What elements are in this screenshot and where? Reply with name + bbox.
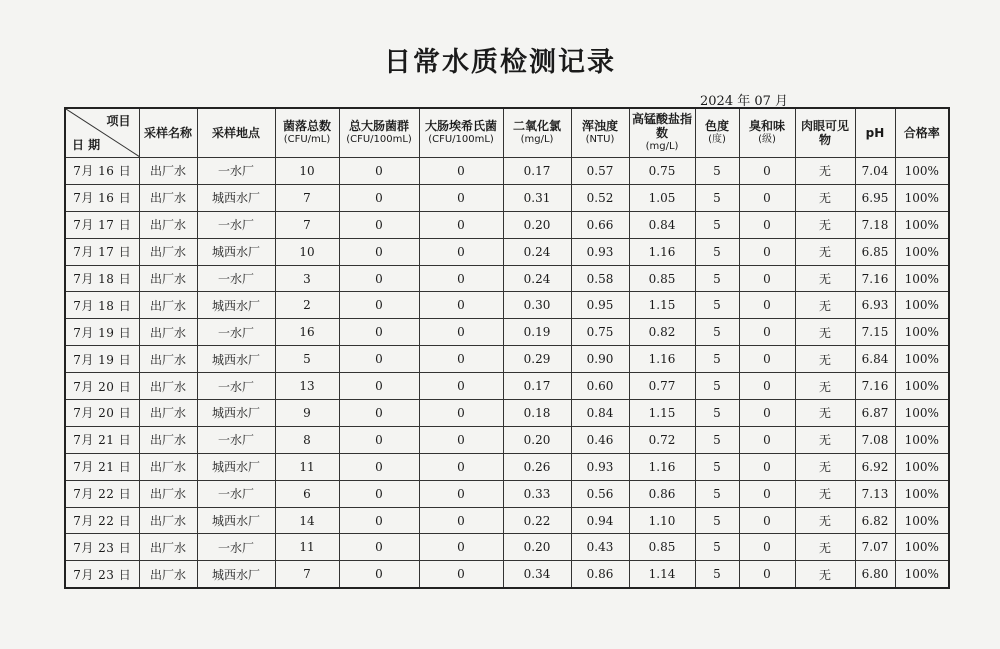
table-cell: 0.24 bbox=[503, 238, 571, 265]
table-cell: 出厂水 bbox=[139, 373, 197, 400]
table-cell: 5 bbox=[695, 238, 739, 265]
table-cell: 0.33 bbox=[503, 480, 571, 507]
table-cell: 0 bbox=[419, 561, 503, 588]
table-cell: 0.17 bbox=[503, 373, 571, 400]
column-header-unit: (CFU/mL) bbox=[283, 134, 331, 145]
column-header-label: pH bbox=[865, 126, 885, 140]
table-cell: 0 bbox=[419, 211, 503, 238]
table-cell: 0.85 bbox=[629, 265, 695, 292]
table-cell: 7.07 bbox=[855, 534, 895, 561]
column-header-unit: (NTU) bbox=[585, 134, 615, 145]
table-cell: 0 bbox=[339, 158, 419, 185]
table-cell: 城西水厂 bbox=[197, 292, 275, 319]
table-cell: 7.04 bbox=[855, 158, 895, 185]
table-cell: 14 bbox=[275, 507, 339, 534]
table-cell: 出厂水 bbox=[139, 453, 197, 480]
column-header-label: 菌落总数 bbox=[282, 119, 331, 133]
table-cell: 100% bbox=[895, 346, 949, 373]
table-cell: 城西水厂 bbox=[197, 238, 275, 265]
table-cell: 10 bbox=[275, 158, 339, 185]
table-cell: 100% bbox=[895, 292, 949, 319]
table-row bbox=[65, 561, 949, 588]
table-cell: 0.18 bbox=[503, 400, 571, 427]
table-cell: 6.87 bbox=[855, 400, 895, 427]
table-cell: 一水厂 bbox=[197, 426, 275, 453]
table-cell: 5 bbox=[695, 561, 739, 588]
record-month: 2024 年 07 月 bbox=[700, 94, 789, 109]
table-cell: 0 bbox=[739, 373, 795, 400]
table-row bbox=[65, 507, 949, 534]
table-cell: 0 bbox=[419, 238, 503, 265]
table-cell: 5 bbox=[695, 292, 739, 319]
column-header bbox=[275, 108, 339, 158]
table-cell: 0.46 bbox=[571, 426, 629, 453]
table-cell: 0.82 bbox=[629, 319, 695, 346]
table-cell: 10 bbox=[275, 238, 339, 265]
table-cell: 1.14 bbox=[629, 561, 695, 588]
table-cell: 出厂水 bbox=[139, 426, 197, 453]
table-cell: 0 bbox=[419, 426, 503, 453]
date-cell: 7月 21 日 bbox=[65, 426, 139, 453]
table-cell: 0.26 bbox=[503, 453, 571, 480]
table-cell: 5 bbox=[695, 346, 739, 373]
table-row bbox=[65, 238, 949, 265]
table-cell: 0.56 bbox=[571, 480, 629, 507]
table-cell: 1.10 bbox=[629, 507, 695, 534]
table-cell: 1.15 bbox=[629, 292, 695, 319]
table-cell: 5 bbox=[275, 346, 339, 373]
table-cell: 无 bbox=[795, 453, 855, 480]
table-cell: 0.19 bbox=[503, 319, 571, 346]
table-cell: 100% bbox=[895, 211, 949, 238]
table-cell: 0 bbox=[339, 534, 419, 561]
table-cell: 100% bbox=[895, 480, 949, 507]
date-cell: 7月 22 日 bbox=[65, 507, 139, 534]
table-cell: 城西水厂 bbox=[197, 184, 275, 211]
table-cell: 出厂水 bbox=[139, 346, 197, 373]
table-cell: 3 bbox=[275, 265, 339, 292]
table-cell: 0.31 bbox=[503, 184, 571, 211]
table-cell: 6.84 bbox=[855, 346, 895, 373]
column-header bbox=[855, 108, 895, 158]
table-cell: 0.75 bbox=[571, 319, 629, 346]
column-header-unit: (CFU/100mL) bbox=[428, 134, 494, 145]
table-row bbox=[65, 373, 949, 400]
table-cell: 无 bbox=[795, 561, 855, 588]
table-cell: 无 bbox=[795, 507, 855, 534]
table-cell: 0.94 bbox=[571, 507, 629, 534]
table-cell: 0.86 bbox=[571, 561, 629, 588]
table-cell: 出厂水 bbox=[139, 158, 197, 185]
table-cell: 0 bbox=[419, 346, 503, 373]
table-cell: 7.13 bbox=[855, 480, 895, 507]
table-cell: 100% bbox=[895, 238, 949, 265]
column-header-unit: (级) bbox=[758, 134, 776, 145]
table-cell: 0 bbox=[339, 400, 419, 427]
table-cell: 无 bbox=[795, 319, 855, 346]
date-cell: 7月 23 日 bbox=[65, 534, 139, 561]
table-body bbox=[65, 158, 949, 589]
table-cell: 无 bbox=[795, 238, 855, 265]
table-cell: 6.93 bbox=[855, 292, 895, 319]
table-cell: 9 bbox=[275, 400, 339, 427]
table-cell: 0 bbox=[739, 346, 795, 373]
table-cell: 一水厂 bbox=[197, 265, 275, 292]
date-cell: 7月 16 日 bbox=[65, 184, 139, 211]
table-cell: 1.16 bbox=[629, 238, 695, 265]
column-header bbox=[503, 108, 571, 158]
table-cell: 一水厂 bbox=[197, 373, 275, 400]
table-cell: 11 bbox=[275, 534, 339, 561]
table-cell: 0.17 bbox=[503, 158, 571, 185]
table-cell: 0 bbox=[339, 561, 419, 588]
table-cell: 0.60 bbox=[571, 373, 629, 400]
table-cell: 无 bbox=[795, 346, 855, 373]
table-cell: 100% bbox=[895, 373, 949, 400]
table-cell: 0 bbox=[339, 319, 419, 346]
table-cell: 1.05 bbox=[629, 184, 695, 211]
table-cell: 0 bbox=[739, 426, 795, 453]
column-header bbox=[629, 108, 695, 158]
table-cell: 0 bbox=[739, 534, 795, 561]
table-cell: 5 bbox=[695, 265, 739, 292]
table-cell: 无 bbox=[795, 158, 855, 185]
table-cell: 8 bbox=[275, 426, 339, 453]
table-cell: 无 bbox=[795, 265, 855, 292]
table-cell: 0.34 bbox=[503, 561, 571, 588]
column-header-label: 合格率 bbox=[903, 126, 940, 140]
table-cell: 6.92 bbox=[855, 453, 895, 480]
column-header bbox=[339, 108, 419, 158]
table-cell: 0.93 bbox=[571, 453, 629, 480]
table-cell: 5 bbox=[695, 319, 739, 346]
table-cell: 100% bbox=[895, 319, 949, 346]
table-row bbox=[65, 211, 949, 238]
column-header-label: 肉眼可见物 bbox=[800, 119, 849, 147]
table-cell: 0 bbox=[739, 211, 795, 238]
table-cell: 5 bbox=[695, 426, 739, 453]
table-cell: 出厂水 bbox=[139, 561, 197, 588]
table-cell: 1.15 bbox=[629, 400, 695, 427]
table-cell: 0.29 bbox=[503, 346, 571, 373]
table-row bbox=[65, 265, 949, 292]
table-cell: 100% bbox=[895, 400, 949, 427]
table-cell: 0 bbox=[739, 184, 795, 211]
table-cell: 0 bbox=[739, 453, 795, 480]
table-cell: 城西水厂 bbox=[197, 561, 275, 588]
table-cell: 0 bbox=[419, 480, 503, 507]
table-cell: 一水厂 bbox=[197, 158, 275, 185]
table-cell: 0 bbox=[339, 373, 419, 400]
date-cell: 7月 23 日 bbox=[65, 561, 139, 588]
table-cell: 0 bbox=[339, 238, 419, 265]
date-cell: 7月 20 日 bbox=[65, 373, 139, 400]
column-header-unit: (度) bbox=[708, 134, 726, 145]
date-cell: 7月 20 日 bbox=[65, 400, 139, 427]
table-cell: 0 bbox=[339, 426, 419, 453]
table-cell: 一水厂 bbox=[197, 319, 275, 346]
table-cell: 7 bbox=[275, 211, 339, 238]
table-cell: 5 bbox=[695, 158, 739, 185]
table-cell: 0 bbox=[739, 158, 795, 185]
table-cell: 0.22 bbox=[503, 507, 571, 534]
table-cell: 0 bbox=[739, 561, 795, 588]
table-cell: 无 bbox=[795, 480, 855, 507]
table-cell: 100% bbox=[895, 426, 949, 453]
table-row bbox=[65, 480, 949, 507]
date-cell: 7月 22 日 bbox=[65, 480, 139, 507]
column-header-unit: (CFU/100mL) bbox=[346, 134, 412, 145]
column-header-unit: (mg/L) bbox=[645, 141, 679, 152]
table-cell: 6 bbox=[275, 480, 339, 507]
table-cell: 城西水厂 bbox=[197, 507, 275, 534]
table-cell: 出厂水 bbox=[139, 400, 197, 427]
table-cell: 16 bbox=[275, 319, 339, 346]
table-cell: 0 bbox=[339, 292, 419, 319]
table-cell: 0 bbox=[339, 480, 419, 507]
table-cell: 13 bbox=[275, 373, 339, 400]
table-cell: 无 bbox=[795, 534, 855, 561]
table-cell: 出厂水 bbox=[139, 211, 197, 238]
column-header-label: 浑浊度 bbox=[581, 119, 618, 133]
table-cell: 0.43 bbox=[571, 534, 629, 561]
date-cell: 7月 19 日 bbox=[65, 346, 139, 373]
table-cell: 0.75 bbox=[629, 158, 695, 185]
table-cell: 6.82 bbox=[855, 507, 895, 534]
table-cell: 5 bbox=[695, 184, 739, 211]
table-cell: 0 bbox=[739, 319, 795, 346]
table-cell: 出厂水 bbox=[139, 292, 197, 319]
table-cell: 7.15 bbox=[855, 319, 895, 346]
table-cell: 2 bbox=[275, 292, 339, 319]
table-cell: 7.16 bbox=[855, 265, 895, 292]
table-cell: 0.20 bbox=[503, 534, 571, 561]
table-cell: 0 bbox=[419, 373, 503, 400]
date-cell: 7月 17 日 bbox=[65, 238, 139, 265]
table-cell: 5 bbox=[695, 507, 739, 534]
table-cell: 6.95 bbox=[855, 184, 895, 211]
table-cell: 0 bbox=[419, 453, 503, 480]
table-row bbox=[65, 426, 949, 453]
table-cell: 1.16 bbox=[629, 346, 695, 373]
table-cell: 5 bbox=[695, 211, 739, 238]
table-cell: 7 bbox=[275, 561, 339, 588]
table-cell: 0.77 bbox=[629, 373, 695, 400]
table-cell: 0 bbox=[419, 265, 503, 292]
water-quality-table-container bbox=[64, 107, 940, 589]
table-cell: 0.57 bbox=[571, 158, 629, 185]
table-cell: 5 bbox=[695, 400, 739, 427]
table-cell: 城西水厂 bbox=[197, 346, 275, 373]
table-cell: 0 bbox=[419, 184, 503, 211]
table-cell: 一水厂 bbox=[197, 480, 275, 507]
table-cell: 0.30 bbox=[503, 292, 571, 319]
table-cell: 0 bbox=[339, 184, 419, 211]
table-cell: 0.93 bbox=[571, 238, 629, 265]
corner-header-cell bbox=[65, 108, 139, 158]
table-cell: 100% bbox=[895, 534, 949, 561]
table-cell: 无 bbox=[795, 292, 855, 319]
table-cell: 100% bbox=[895, 453, 949, 480]
table-cell: 0.86 bbox=[629, 480, 695, 507]
table-cell: 0.20 bbox=[503, 426, 571, 453]
column-header bbox=[139, 108, 197, 158]
column-header-label: 大肠埃希氏菌 bbox=[424, 119, 497, 133]
column-header-label: 采样名称 bbox=[143, 126, 192, 140]
table-cell: 100% bbox=[895, 507, 949, 534]
table-cell: 无 bbox=[795, 211, 855, 238]
column-header-label: 臭和味 bbox=[748, 119, 785, 133]
table-cell: 城西水厂 bbox=[197, 400, 275, 427]
column-header bbox=[739, 108, 795, 158]
table-cell: 5 bbox=[695, 480, 739, 507]
table-cell: 0.95 bbox=[571, 292, 629, 319]
corner-label-item: 项目 bbox=[106, 114, 131, 128]
table-cell: 0 bbox=[739, 507, 795, 534]
table-cell: 0 bbox=[419, 319, 503, 346]
table-cell: 出厂水 bbox=[139, 184, 197, 211]
table-cell: 无 bbox=[795, 373, 855, 400]
table-cell: 0.84 bbox=[629, 211, 695, 238]
table-cell: 0 bbox=[739, 238, 795, 265]
column-header-label: 色度 bbox=[704, 119, 729, 133]
column-header bbox=[895, 108, 949, 158]
table-row bbox=[65, 292, 949, 319]
date-cell: 7月 17 日 bbox=[65, 211, 139, 238]
column-header-label: 采样地点 bbox=[211, 126, 260, 140]
table-cell: 1.16 bbox=[629, 453, 695, 480]
table-cell: 出厂水 bbox=[139, 480, 197, 507]
date-cell: 7月 16 日 bbox=[65, 158, 139, 185]
table-cell: 5 bbox=[695, 534, 739, 561]
table-cell: 0.24 bbox=[503, 265, 571, 292]
table-cell: 出厂水 bbox=[139, 507, 197, 534]
table-cell: 0 bbox=[419, 158, 503, 185]
table-cell: 0 bbox=[419, 534, 503, 561]
table-cell: 100% bbox=[895, 265, 949, 292]
table-cell: 0 bbox=[339, 453, 419, 480]
table-row bbox=[65, 319, 949, 346]
table-cell: 0 bbox=[419, 292, 503, 319]
table-cell: 0 bbox=[739, 265, 795, 292]
table-cell: 6.80 bbox=[855, 561, 895, 588]
table-cell: 无 bbox=[795, 426, 855, 453]
corner-label-date: 日 期 bbox=[72, 138, 101, 152]
table-cell: 11 bbox=[275, 453, 339, 480]
table-row bbox=[65, 346, 949, 373]
table-cell: 0 bbox=[739, 400, 795, 427]
column-header-label: 总大肠菌群 bbox=[348, 119, 409, 133]
column-header-unit: (mg/L) bbox=[520, 134, 554, 145]
date-cell: 7月 21 日 bbox=[65, 453, 139, 480]
table-cell: 一水厂 bbox=[197, 534, 275, 561]
table-cell: 0 bbox=[739, 292, 795, 319]
table-cell: 7 bbox=[275, 184, 339, 211]
table-cell: 5 bbox=[695, 373, 739, 400]
table-cell: 无 bbox=[795, 400, 855, 427]
table-cell: 0.20 bbox=[503, 211, 571, 238]
table-cell: 一水厂 bbox=[197, 211, 275, 238]
table-cell: 0.66 bbox=[571, 211, 629, 238]
column-header-label: 二氧化氯 bbox=[512, 119, 561, 133]
table-cell: 0 bbox=[419, 400, 503, 427]
date-cell: 7月 18 日 bbox=[65, 292, 139, 319]
table-cell: 0.72 bbox=[629, 426, 695, 453]
table-row bbox=[65, 453, 949, 480]
table-cell: 无 bbox=[795, 184, 855, 211]
table-header-row bbox=[65, 108, 949, 158]
table-cell: 7.16 bbox=[855, 373, 895, 400]
table-cell: 0 bbox=[739, 480, 795, 507]
table-cell: 0.85 bbox=[629, 534, 695, 561]
table-cell: 7.18 bbox=[855, 211, 895, 238]
table-cell: 出厂水 bbox=[139, 319, 197, 346]
table-cell: 0.84 bbox=[571, 400, 629, 427]
page-title: 日常水质检测记录 bbox=[384, 47, 616, 78]
column-header-label: 高锰酸盐指数 bbox=[631, 112, 692, 140]
table-row bbox=[65, 534, 949, 561]
column-header bbox=[795, 108, 855, 158]
table-cell: 0.52 bbox=[571, 184, 629, 211]
table-cell: 0.90 bbox=[571, 346, 629, 373]
column-header bbox=[419, 108, 503, 158]
table-cell: 出厂水 bbox=[139, 265, 197, 292]
table-cell: 7.08 bbox=[855, 426, 895, 453]
table-cell: 0 bbox=[339, 211, 419, 238]
table-cell: 100% bbox=[895, 561, 949, 588]
table-cell: 0 bbox=[339, 265, 419, 292]
table-cell: 城西水厂 bbox=[197, 453, 275, 480]
table-cell: 6.85 bbox=[855, 238, 895, 265]
column-header bbox=[571, 108, 629, 158]
table-row bbox=[65, 400, 949, 427]
table-row bbox=[65, 158, 949, 185]
table-cell: 出厂水 bbox=[139, 534, 197, 561]
date-cell: 7月 18 日 bbox=[65, 265, 139, 292]
column-header bbox=[695, 108, 739, 158]
water-quality-table bbox=[64, 107, 950, 589]
table-cell: 0 bbox=[339, 346, 419, 373]
table-cell: 出厂水 bbox=[139, 238, 197, 265]
table-cell: 100% bbox=[895, 158, 949, 185]
table-cell: 100% bbox=[895, 184, 949, 211]
table-row bbox=[65, 184, 949, 211]
table-cell: 0 bbox=[419, 507, 503, 534]
date-cell: 7月 19 日 bbox=[65, 319, 139, 346]
table-cell: 0.58 bbox=[571, 265, 629, 292]
table-cell: 5 bbox=[695, 453, 739, 480]
column-header bbox=[197, 108, 275, 158]
table-cell: 0 bbox=[339, 507, 419, 534]
